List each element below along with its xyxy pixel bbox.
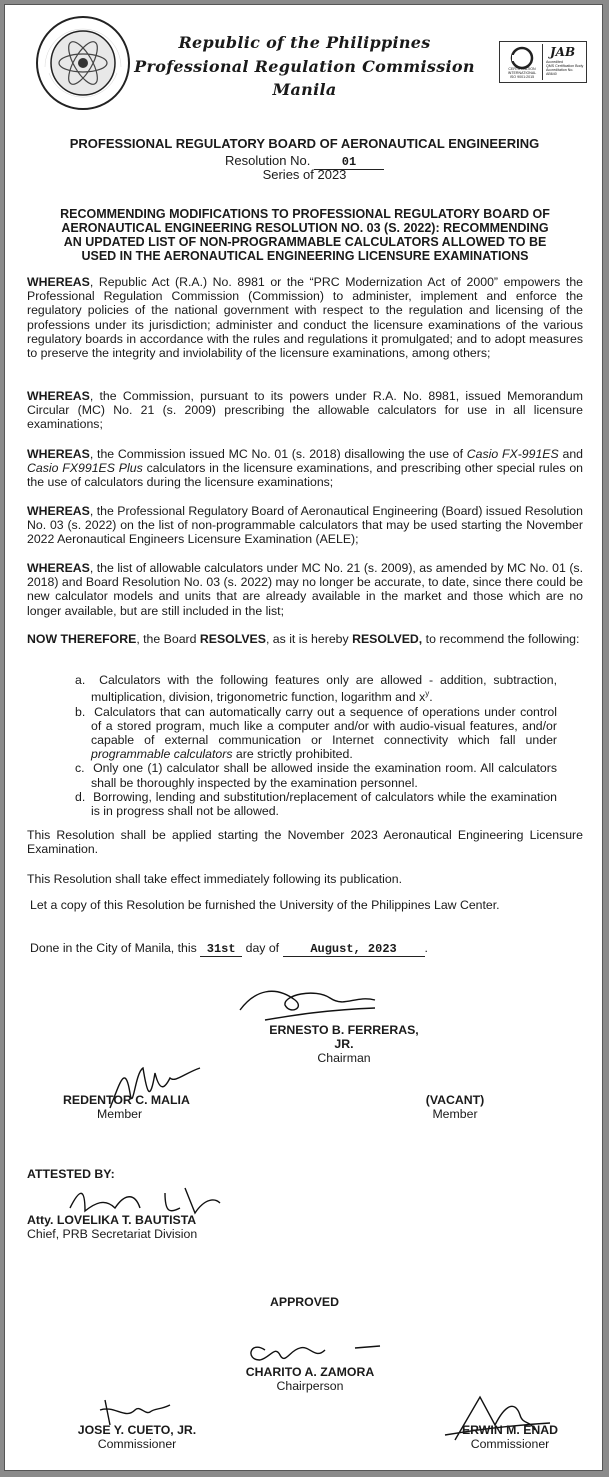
resolution-items — [75, 673, 557, 818]
closing-paragraph-3: Let a copy of this Resolution be furnished the University of the Philippines Law Center. — [30, 898, 500, 912]
chairperson-role: Chairperson — [276, 1379, 344, 1393]
cert-right-line1: Accredited — [546, 60, 563, 64]
resolution-number: Resolution No. 01 — [5, 153, 604, 170]
list-item: a. Calculators with the following features only are allowed - addition, subtraction, multiplication, division, trigonometric function, logarithm and $x^y$. — [75, 673, 557, 705]
commissioner1-name: JOSE Y. CUETO, JR. — [77, 1423, 197, 1437]
header-republic: Republic of the Philippines — [178, 33, 431, 52]
chairperson-name: CHARITO A. ZAMORA — [245, 1365, 375, 1379]
member1-name: REDENTOR C. MALIA — [63, 1093, 190, 1107]
whereas-clause-4: WHEREAS, the Professional Regulatory Board of Aeronautical Engineering (Board) issued Resolution No. 03 (s. 2022) on the list of non-programmable calculators that may be used starting the November 2022 Aeronautical Engineers Licensure Examination (AELE); — [27, 504, 583, 547]
resolution-number-value: 01 — [314, 155, 384, 170]
header-prc: Professional Regulation Commission — [134, 57, 475, 76]
done-day: 31st — [200, 942, 242, 957]
chairman-role: Chairman — [317, 1051, 371, 1065]
header-manila: Manila — [272, 80, 337, 99]
now-therefore-clause: NOW THEREFORE, the Board RESOLVES, as it is hereby RESOLVED, to recommend the following: — [27, 632, 580, 646]
list-item: c. Only one (1) calculator shall be allowed inside the examination room. All calculators shall be thoroughly inspected by the examination personnel. — [75, 761, 557, 790]
cert-left-line2: INTERNATIONAL — [507, 71, 537, 75]
list-item: b. Calculators that can automatically carry out a sequence of operations under control of a stored program, much like a computer and/or with audio-visual features, and/or capable of external communication or Internet connectivity which fall under programmable calculators are strictly prohibited. — [75, 704, 557, 762]
whereas-clause-3: WHEREAS, the Commission issued MC No. 01 (s. 2018) disallowing the use of Casio FX-991ES and Casio FX991ES Plus calculators in the licensure examinations, and prescribing other special rules on the use of calculators during the licensure examinations; — [27, 447, 584, 490]
done-line: Done in the City of Manila, this 31st day of August, 2023 . — [30, 941, 428, 956]
cert-right-line2: QMS Certification Body — [546, 64, 584, 68]
board-name: PROFESSIONAL REGULATORY BOARD OF AERONAUTICAL ENGINEERING — [69, 136, 540, 151]
whereas-clause-2: WHEREAS, the Commission, pursuant to its powers under R.A. No. 8981, issued Memorandum Circular (MC) No. 21 (s. 2009) prescribing the allowable calculators for use in all licensure examinations; — [27, 389, 583, 432]
commissioner2-role: Commissioner — [470, 1437, 550, 1451]
commissioner1-role: Commissioner — [97, 1437, 177, 1451]
attested-role: Chief, PRB Secretariat Division — [27, 1227, 198, 1241]
cert-left-line1: CERTIFICATION — [508, 67, 536, 71]
cert-right-line3: Accreditation No. — [546, 68, 574, 72]
member2-role: Member — [432, 1107, 478, 1121]
jab-logo: JAB — [550, 45, 576, 59]
member1-role: Member — [97, 1107, 143, 1121]
resolution-series: Series of 2023 — [262, 167, 347, 182]
whereas-clause-1: WHEREAS, Republic Act (R.A.) No. 8981 or the “PRC Modernization Act of 2000” empowers the Professional Regulation Commission (Commission) to administer, implement and enforce the regulatory policies of the national government with respect to the regulation and licensing of the professions under its jurisdiction; administer and conduct the licensure examinations of the various regulatory boards in accordance with the rules and regulations it promulgated; and to adopt measures to preserve the integrity and inviolability of the licensure examinations, among others; — [27, 275, 583, 361]
whereas-clause-5: WHEREAS, the list of allowable calculators under MC No. 21 (s. 2009), as amended by MC No. 01 (s. 2018) and Board Resolution No. 03 (s. 2022) may no longer be accurate, to date, since there could be new calculator models and units that are already available in the market and those which are no longer available, but are still included in the list; — [27, 561, 583, 618]
attested-label: ATTESTED BY: — [27, 1167, 115, 1181]
commissioner2-name: ERWIN M. ENAD — [461, 1423, 559, 1437]
resolution-title: RECOMMENDING MODIFICATIONS TO PROFESSIONAL REGULATORY BOARD OF AERONAUTICAL ENGINEERING RESOLUTION NO. 03 (S. 2022): RECOMMENDING AN UPDATED LIST OF NON-PROGRAMMABLE CALCULATORS ALLOWED TO BE USED IN THE AERONAUTICAL ENGINEERING LICENSURE EXAMINATIONS — [60, 207, 550, 263]
document-page — [4, 4, 603, 1471]
chairman-name: ERNESTO B. FERRERAS, JR. — [269, 1023, 419, 1051]
member2-name: (VACANT) — [425, 1093, 485, 1107]
signature-zamora-icon — [235, 1330, 385, 1370]
approved-label: APPROVED — [269, 1295, 339, 1309]
list-item: d. Borrowing, lending and substitution/replacement of calculators while the examination is in progress shall not be allowed. — [75, 789, 557, 818]
done-month: August, 2023 — [283, 942, 425, 957]
cert-right-line4: AB640 — [546, 72, 557, 76]
closing-paragraph-1: This Resolution shall be applied starting the November 2023 Aeronautical Engineering Licensure Examination. — [27, 828, 583, 857]
attested-name: Atty. LOVELIKA T. BAUTISTA — [27, 1213, 197, 1227]
closing-paragraph-2: This Resolution shall take effect immediately following its publication. — [27, 872, 403, 886]
cert-left-line3: ISO 9001:2015 — [509, 75, 535, 79]
